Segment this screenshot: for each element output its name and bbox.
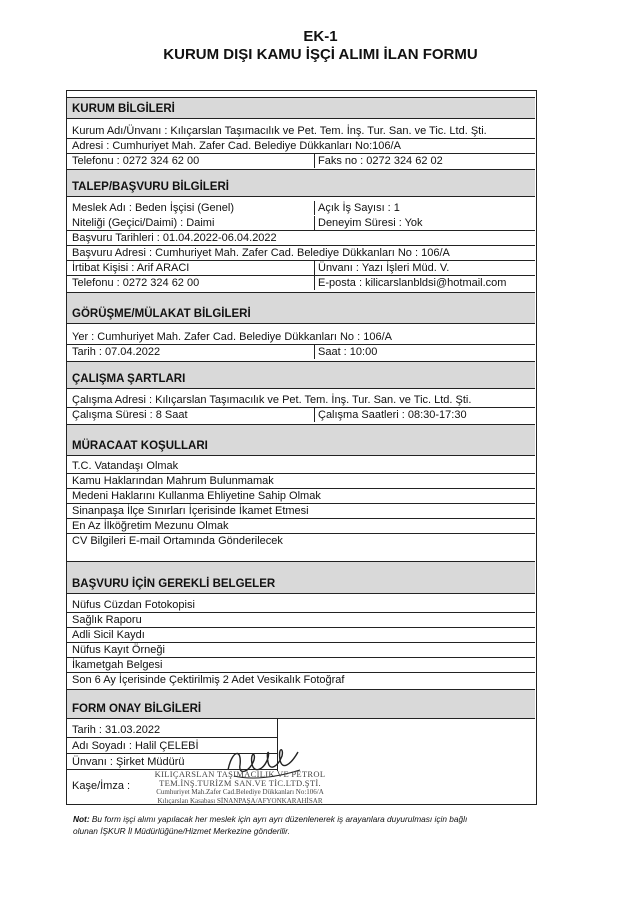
muracaat-item: Kamu Haklarından Mahrum Bulunmamak: [67, 474, 535, 489]
form-title: KURUM DIŞI KAMU İŞÇİ ALIMI İLAN FORMU: [163, 46, 478, 63]
onay-kase: Kaşe/İmza :: [72, 780, 131, 792]
belge-item: Adli Sicil Kaydı: [67, 628, 535, 643]
gorusme-yer: Yer : Cumhuriyet Mah. Zafer Cad. Belediye Dükkanları No : 106/A: [67, 330, 535, 345]
stamp-line: KILIÇARSLAN TAŞIMACILIK VE PETROL: [154, 769, 326, 779]
talep-acik: Açık İş Sayısı : 1: [314, 201, 400, 215]
section-belgeler: BAŞVURU İÇİN GEREKLİ BELGELER: [67, 561, 535, 594]
kurum-ad: Kurum Adı/Ünvanı : Kılıçarslan Taşımacılık ve Pet. Tem. İnş. Tur. San. ve Tic. Ltd. Şti.: [67, 124, 535, 139]
talep-row-2: [67, 216, 535, 231]
muracaat-item: En Az İlköğretim Mezunu Olmak: [67, 519, 535, 534]
section-gorusme: GÖRÜŞME/MÜLAKAT BİLGİLERİ: [67, 292, 535, 324]
kurum-faks: Faks no : 0272 324 62 02: [314, 154, 443, 168]
belge-item: Sağlık Raporu: [67, 613, 535, 628]
section-talep: TALEP/BAŞVURU BİLGİLERİ: [67, 169, 535, 197]
section-muracaat: MÜRACAAT KOŞULLARI: [67, 424, 535, 456]
calisma-sure: Çalışma Süresi : 8 Saat: [72, 409, 188, 421]
onay-unvan: Ünvanı : Şirket Müdürü: [67, 755, 277, 770]
gorusme-zaman: [67, 345, 535, 360]
announcement-form: [66, 90, 537, 805]
talep-adres: Başvuru Adresi : Cumhuriyet Mah. Zafer Cad. Belediye Dükkanları No : 106/A: [67, 246, 535, 261]
talep-row-iletisim: [67, 276, 535, 291]
stamp-line: Cumhuriyet Mah.Zafer Cad.Belediye Dükkanları No:106/A: [156, 788, 324, 796]
stamp-line: TEM.İNŞ.TURİZM SAN.VE TİC.LTD.ŞTİ.: [159, 778, 321, 788]
talep-deneyim: Deneyim Süresi : Yok: [314, 216, 423, 230]
muracaat-item: Medeni Haklarını Kullanma Ehliyetine Sahip Olmak: [67, 489, 535, 504]
calisma-zaman: [67, 408, 535, 423]
talep-irtibat: İrtibat Kişisi : Arif ARACI: [72, 262, 190, 274]
footnote: [73, 813, 573, 837]
calisma-saatler: Çalışma Saatleri : 08:30-17:30: [314, 408, 467, 422]
talep-row-irtibat: [67, 261, 535, 276]
footnote-text-2: olunan İŞKUR İl Müdürlüğüne/Hizmet Merkezine gönderilir.: [73, 826, 290, 836]
belge-item: Son 6 Ay İçerisinde Çektirilmiş 2 Adet Vesikalık Fotoğraf: [72, 674, 345, 686]
form-code: EK-1: [303, 28, 338, 45]
muracaat-item: Sinanpaşa İlçe Sınırları İçerisinde İkamet Etmesi: [67, 504, 535, 519]
onay-tarih: Tarih : 31.03.2022: [67, 723, 277, 738]
talep-unvan: Ünvanı : Yazı İşleri Müd. V.: [314, 261, 449, 275]
footnote-label: Not:: [73, 814, 90, 824]
kurum-adres: Adresi : Cumhuriyet Mah. Zafer Cad. Belediye Dükkanları No:106/A: [67, 139, 535, 154]
onay-adsoyad: Adı Soyadı : Halil ÇELEBİ: [67, 739, 277, 754]
gorusme-saat: Saat : 10:00: [314, 345, 377, 359]
muracaat-item: T.C. Vatandaşı Olmak: [67, 459, 535, 474]
kurum-iletisim: [67, 154, 535, 169]
stamp-line: Kılıçarslan Kasabası SİNANPAŞA/AFYONKARAHİSAR: [157, 797, 323, 805]
belge-item: Nüfus Cüzdan Fotokopisi: [67, 598, 535, 613]
talep-nitelik: Niteliği (Geçici/Daimi) : Daimi: [72, 217, 215, 229]
talep-meslek: Meslek Adı : Beden İşçisi (Genel): [72, 202, 235, 214]
talep-eposta: E-posta : kilicarslanbldsi@hotmail.com: [314, 276, 506, 290]
talep-tarih: Başvuru Tarihleri : 01.04.2022-06.04.2022: [67, 231, 535, 246]
calisma-adres: Çalışma Adresi : Kılıçarslan Taşımacılık ve Pet. Tem. İnş. Tur. San. ve Tic. Ltd. Şti.: [67, 393, 535, 408]
talep-row-1: [67, 201, 535, 216]
section-kurum: KURUM BİLGİLERİ: [67, 97, 535, 119]
belge-item: Nüfus Kayıt Örneği: [67, 643, 535, 658]
gorusme-tarih: Tarih : 07.04.2022: [72, 346, 161, 358]
footnote-text: Bu form işçi alımı yapılacak her meslek için ayrı ayrı düzenlenerek iş arayanlara duyurulması için bağlı: [89, 814, 468, 824]
belge-item: İkametgah Belgesi: [67, 658, 535, 673]
section-onay: FORM ONAY BİLGİLERİ: [67, 689, 535, 719]
muracaat-item: CV Bilgileri E-mail Ortamında Gönderilecek: [72, 535, 283, 547]
company-stamp: [145, 770, 335, 806]
kurum-telefon: Telefonu : 0272 324 62 00: [72, 155, 200, 167]
section-calisma: ÇALIŞMA ŞARTLARI: [67, 361, 535, 389]
talep-telefon: Telefonu : 0272 324 62 00: [72, 277, 200, 289]
